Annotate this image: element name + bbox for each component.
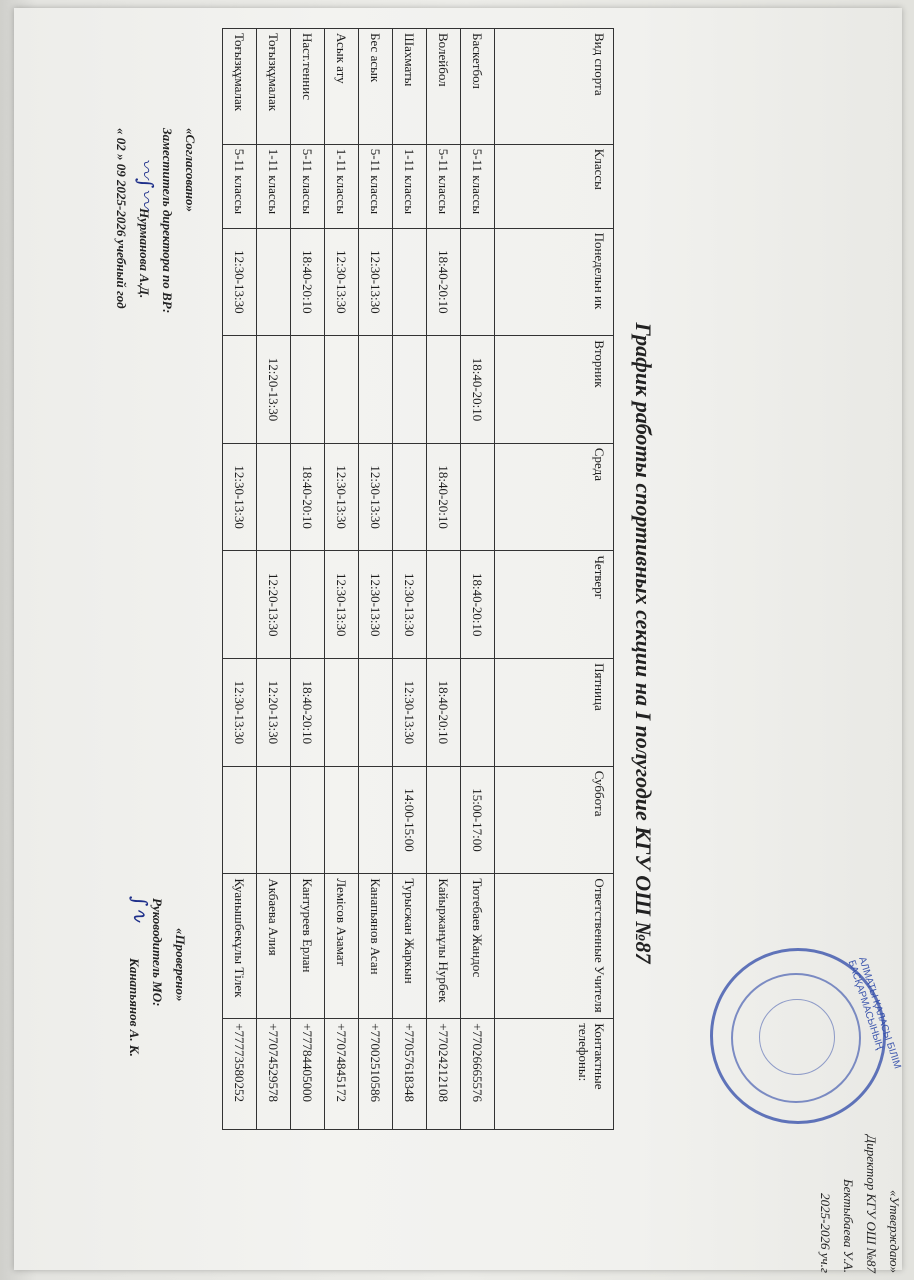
cell-friday: 12:20-13:30 bbox=[257, 659, 291, 767]
cell-sport: Тоғызқұмалак bbox=[223, 29, 257, 145]
cell-friday bbox=[461, 659, 495, 767]
cell-friday: 18:40-20:10 bbox=[291, 659, 325, 767]
table-row bbox=[359, 29, 393, 1130]
cell-teacher: Акбаева Алия bbox=[257, 874, 291, 1019]
signature-icon: 〰∫〰 bbox=[134, 158, 158, 209]
cell-saturday bbox=[223, 766, 257, 874]
cell-sport: Шахматы bbox=[393, 29, 427, 145]
cell-sport: Бес асык bbox=[359, 29, 393, 145]
cell-wednesday: 12:30-13:30 bbox=[325, 443, 359, 551]
header-monday: Понедельн ик bbox=[495, 228, 614, 336]
table-row bbox=[427, 29, 461, 1130]
cell-grades: 5-11 классы bbox=[223, 144, 257, 228]
cell-tuesday bbox=[427, 336, 461, 444]
cell-phone: +77024212108 bbox=[427, 1019, 461, 1130]
paper-sheet bbox=[14, 8, 903, 1273]
cell-friday bbox=[359, 659, 393, 767]
table-row bbox=[461, 29, 495, 1130]
cell-thursday bbox=[291, 551, 325, 659]
table-row bbox=[393, 29, 427, 1130]
header-wednesday: Среда bbox=[495, 443, 614, 551]
header-teachers: Ответственные Учителя bbox=[495, 874, 614, 1019]
agreed-line3: « 02 » 09 2025-2026 учебный год bbox=[114, 128, 129, 309]
cell-thursday: 18:40-20:10 bbox=[461, 551, 495, 659]
cell-saturday bbox=[291, 766, 325, 874]
cell-sport: Волейбол bbox=[427, 29, 461, 145]
cell-sport: Асык ату bbox=[325, 29, 359, 145]
header-phones: Контактные телефоны: bbox=[495, 1019, 614, 1130]
cell-phone: +77074529578 bbox=[257, 1019, 291, 1130]
approved-heading: «Утверждаю» bbox=[887, 1189, 902, 1273]
cell-teacher: Куанышбекұлы Тілек bbox=[223, 874, 257, 1019]
table-header-row bbox=[495, 29, 614, 1130]
header-tuesday: Вторник bbox=[495, 336, 614, 444]
cell-saturday bbox=[325, 766, 359, 874]
cell-thursday bbox=[427, 551, 461, 659]
approved-line3: 2025-2026 уч.г bbox=[818, 1193, 833, 1273]
agreed-heading: «Согласовано» bbox=[183, 128, 198, 212]
cell-phone: +77074845172 bbox=[325, 1019, 359, 1130]
cell-grades: 5-11 классы bbox=[427, 144, 461, 228]
checked-line1: Руководитель МО: bbox=[150, 898, 165, 1007]
cell-teacher: Канапьянов Асан bbox=[359, 874, 393, 1019]
cell-thursday: 12:30-13:30 bbox=[393, 551, 427, 659]
cell-saturday: 14:00-15:00 bbox=[393, 766, 427, 874]
cell-sport: Наст.теннис bbox=[291, 29, 325, 145]
cell-thursday: 12:30-13:30 bbox=[325, 551, 359, 659]
cell-teacher: Тютебаев Жандос bbox=[461, 874, 495, 1019]
cell-grades: 5-11 классы bbox=[291, 144, 325, 228]
cell-friday bbox=[325, 659, 359, 767]
cell-wednesday: 18:40-20:10 bbox=[427, 443, 461, 551]
cell-monday: 12:30-13:30 bbox=[223, 228, 257, 336]
table-row bbox=[325, 29, 359, 1130]
checked-block bbox=[123, 898, 192, 1198]
cell-tuesday bbox=[359, 336, 393, 444]
cell-teacher: Кайыржанұлы Нурбек bbox=[427, 874, 461, 1019]
cell-tuesday: 18:40-20:10 bbox=[461, 336, 495, 444]
cell-monday: 18:40-20:10 bbox=[291, 228, 325, 336]
cell-phone: +77057618348 bbox=[393, 1019, 427, 1130]
agreed-line2: Нурманова А.Д. bbox=[137, 208, 152, 299]
cell-sport: Тоғызқұмалак bbox=[257, 29, 291, 145]
cell-grades: 1-11 классы bbox=[325, 144, 359, 228]
cell-thursday: 12:30-13:30 bbox=[359, 551, 393, 659]
table-row bbox=[291, 29, 325, 1130]
cell-monday: 12:30-13:30 bbox=[325, 228, 359, 336]
cell-monday: 18:40-20:10 bbox=[427, 228, 461, 336]
checked-heading: «Проверено» bbox=[173, 928, 188, 1002]
cell-tuesday bbox=[393, 336, 427, 444]
header-sport: Вид спорта bbox=[495, 29, 614, 145]
cell-wednesday bbox=[461, 443, 495, 551]
approved-line1: Директор КГУ ОШ №87 bbox=[864, 1134, 879, 1273]
cell-monday bbox=[257, 228, 291, 336]
cell-tuesday bbox=[223, 336, 257, 444]
cell-thursday bbox=[223, 551, 257, 659]
cell-monday: 12:30-13:30 bbox=[359, 228, 393, 336]
cell-wednesday: 12:30-13:30 bbox=[359, 443, 393, 551]
page-title: График работы спортивных секции на I полугодие КГУ ОШ №87 bbox=[631, 322, 656, 964]
cell-phone: +77773580252 bbox=[223, 1019, 257, 1130]
header-grades: Классы bbox=[495, 144, 614, 228]
agreed-line1: Заместитель директора по ВР: bbox=[160, 128, 175, 314]
cell-tuesday bbox=[325, 336, 359, 444]
cell-grades: 5-11 классы bbox=[461, 144, 495, 228]
rotated-page bbox=[14, 8, 914, 1278]
cell-wednesday: 18:40-20:10 bbox=[291, 443, 325, 551]
cell-saturday bbox=[257, 766, 291, 874]
header-friday: Пятница bbox=[495, 659, 614, 767]
cell-grades: 1-11 классы bbox=[393, 144, 427, 228]
cell-saturday bbox=[359, 766, 393, 874]
approved-block bbox=[814, 1013, 906, 1273]
cell-grades: 1-11 классы bbox=[257, 144, 291, 228]
cell-teacher: Лемісов Азамат bbox=[325, 874, 359, 1019]
table-row bbox=[223, 29, 257, 1130]
cell-saturday: 15:00-17:00 bbox=[461, 766, 495, 874]
approved-line2: Бектыбаева У.А. bbox=[841, 1178, 856, 1273]
checked-line2: Канапьянов А. К. bbox=[127, 958, 142, 1057]
cell-sport: Баскетбол bbox=[461, 29, 495, 145]
cell-saturday bbox=[427, 766, 461, 874]
cell-wednesday: 12:30-13:30 bbox=[223, 443, 257, 551]
cell-monday bbox=[461, 228, 495, 336]
cell-teacher: Кантуреев Ерлан bbox=[291, 874, 325, 1019]
cell-friday: 12:30-13:30 bbox=[393, 659, 427, 767]
cell-wednesday bbox=[393, 443, 427, 551]
seal-text: АЛМАТЫ ҚАЛАСЫ БІЛІМ БАСҚАРМАСЫНЫҢ bbox=[845, 955, 903, 1071]
schedule-table bbox=[222, 28, 614, 1130]
cell-tuesday bbox=[291, 336, 325, 444]
cell-phone: +77784405000 bbox=[291, 1019, 325, 1130]
header-thursday: Четверг bbox=[495, 551, 614, 659]
cell-tuesday: 12:20-13:30 bbox=[257, 336, 291, 444]
header-saturday: Суббота bbox=[495, 766, 614, 874]
cell-friday: 18:40-20:10 bbox=[427, 659, 461, 767]
cell-grades: 5-11 классы bbox=[359, 144, 393, 228]
cell-monday bbox=[393, 228, 427, 336]
cell-phone: +77026665576 bbox=[461, 1019, 495, 1130]
cell-wednesday bbox=[257, 443, 291, 551]
cell-friday: 12:30-13:30 bbox=[223, 659, 257, 767]
cell-thursday: 12:20-13:30 bbox=[257, 551, 291, 659]
signature-icon: ∫∿ bbox=[128, 896, 152, 924]
cell-phone: +77002510586 bbox=[359, 1019, 393, 1130]
table-row bbox=[257, 29, 291, 1130]
cell-teacher: Турысжан Жаркын bbox=[393, 874, 427, 1019]
